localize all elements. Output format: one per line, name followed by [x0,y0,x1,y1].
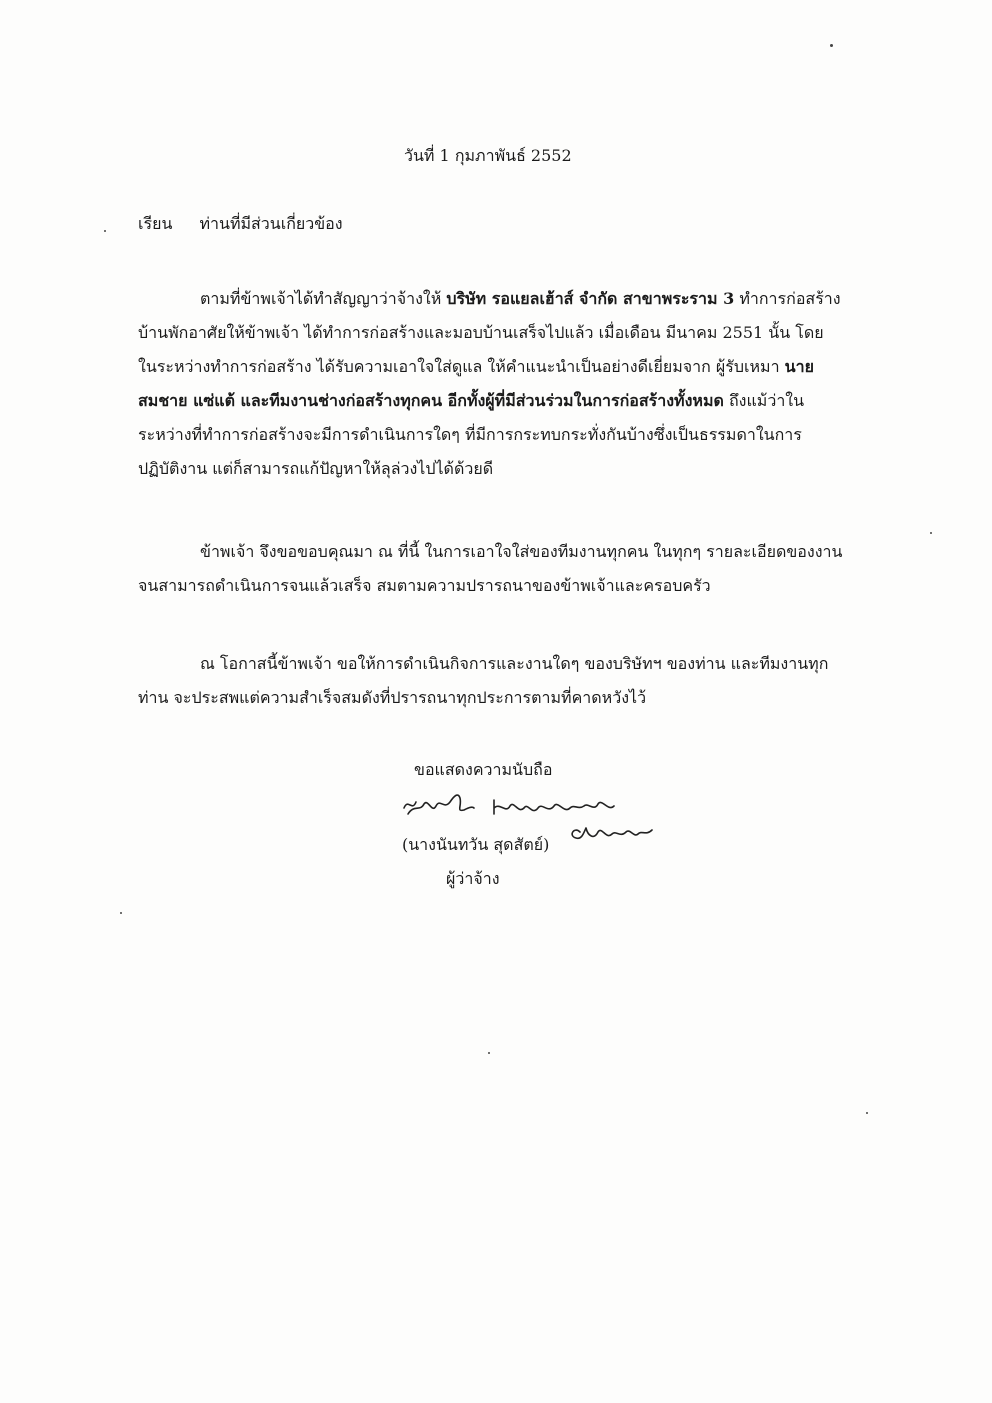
paragraph-1-line-1 [200,288,860,310]
scan-speck [488,1052,490,1054]
paragraph-1-text: ปฏิบัติงาน แต่ก็สามารถแก้ปัญหาให้ลุล่วงไปได้ด้วยดี [138,459,494,478]
paragraph-1-text: ทำการก่อสร้าง [734,289,841,308]
paragraph-1-text: บ้านพักอาศัยให้ข้าพเจ้า ได้ทำการก่อสร้างและมอบบ้านเสร็จไปแล้ว เมื่อเดือน มีนาคม 2551 นั้น โดย [138,323,824,342]
scan-speck [830,44,833,47]
paragraph-1-text: ระหว่างที่ทำการก่อสร้างจะมีการดำเนินการใดๆ ที่มีการกระทบกระทั่งกันบ้างซึ่งเป็นธรรมดาในการ [138,425,802,444]
paragraph-1-line-6 [138,458,493,480]
signer-name: (นางนันทวัน สุดสัตย์) [402,835,550,854]
paragraph-2-text: จนสามารถดำเนินการจนแล้วเสร็จ สมตามความปรารถนาของข้าพเจ้าและครอบครัว [138,576,711,595]
paragraph-3-line-2 [138,687,646,709]
scan-speck [930,532,932,534]
salutation [138,213,343,235]
contractor-title: นาย [784,357,814,376]
closing-phrase: ขอแสดงความนับถือ [414,760,553,779]
paragraph-1-line-4 [138,390,860,412]
paragraph-3-line-1 [200,653,860,675]
paragraph-1-text: ถึงแม้ว่าใน [723,391,805,410]
paragraph-1-line-2 [138,322,860,344]
paragraph-2-line-1 [200,541,860,563]
signer-title: ผู้ว่าจ้าง [446,869,500,888]
salutation-label: เรียน [138,214,173,233]
paragraph-2-text: ข้าพเจ้า จึงขอขอบคุณมา ณ ที่นี้ ในการเอาใจใส่ของทีมงานทุกคน ในทุกๆ รายละเอียดของงาน [200,542,843,561]
paragraph-2-line-2 [138,575,711,597]
paragraph-1-line-5 [138,424,860,446]
paragraph-1-text: ตามที่ข้าพเจ้าได้ทำสัญญาว่าจ้างให้ [200,289,447,308]
scan-speck [104,230,106,232]
letter-date: วันที่ 1 กุมภาพันธ์ 2552 [404,146,572,165]
scan-speck [866,1112,868,1114]
contractor-team: สมชาย แซ่แต้ และทีมงานช่างก่อสร้างทุกคน อีกทั้งผู้ที่มีส่วนร่วมในการก่อสร้างทั้งหมด [138,391,724,410]
paragraph-1-text: ในระหว่างทำการก่อสร้าง ได้รับความเอาใจใส่ดูแล ให้คำแนะนำเป็นอย่างดีเยี่ยมจาก ผู้รับเหมา [138,357,785,376]
paragraph-3-text: ณ โอกาสนี้ข้าพเจ้า ขอให้การดำเนินกิจการและงานใดๆ ของบริษัทฯ ของท่าน และทีมงานทุก [200,654,829,673]
paragraph-1-line-3 [138,356,860,378]
paragraph-3-text: ท่าน จะประสพแต่ความสำเร็จสมดังที่ปรารถนาทุกประการตามที่คาดหวังไว้ [138,688,647,707]
company-name: บริษัท รอแยลเฮ้าส์ จำกัด สาขาพระราม 3 [446,289,735,308]
salutation-recipient: ท่านที่มีส่วนเกี่ยวข้อง [199,214,343,233]
scan-speck [120,912,122,914]
